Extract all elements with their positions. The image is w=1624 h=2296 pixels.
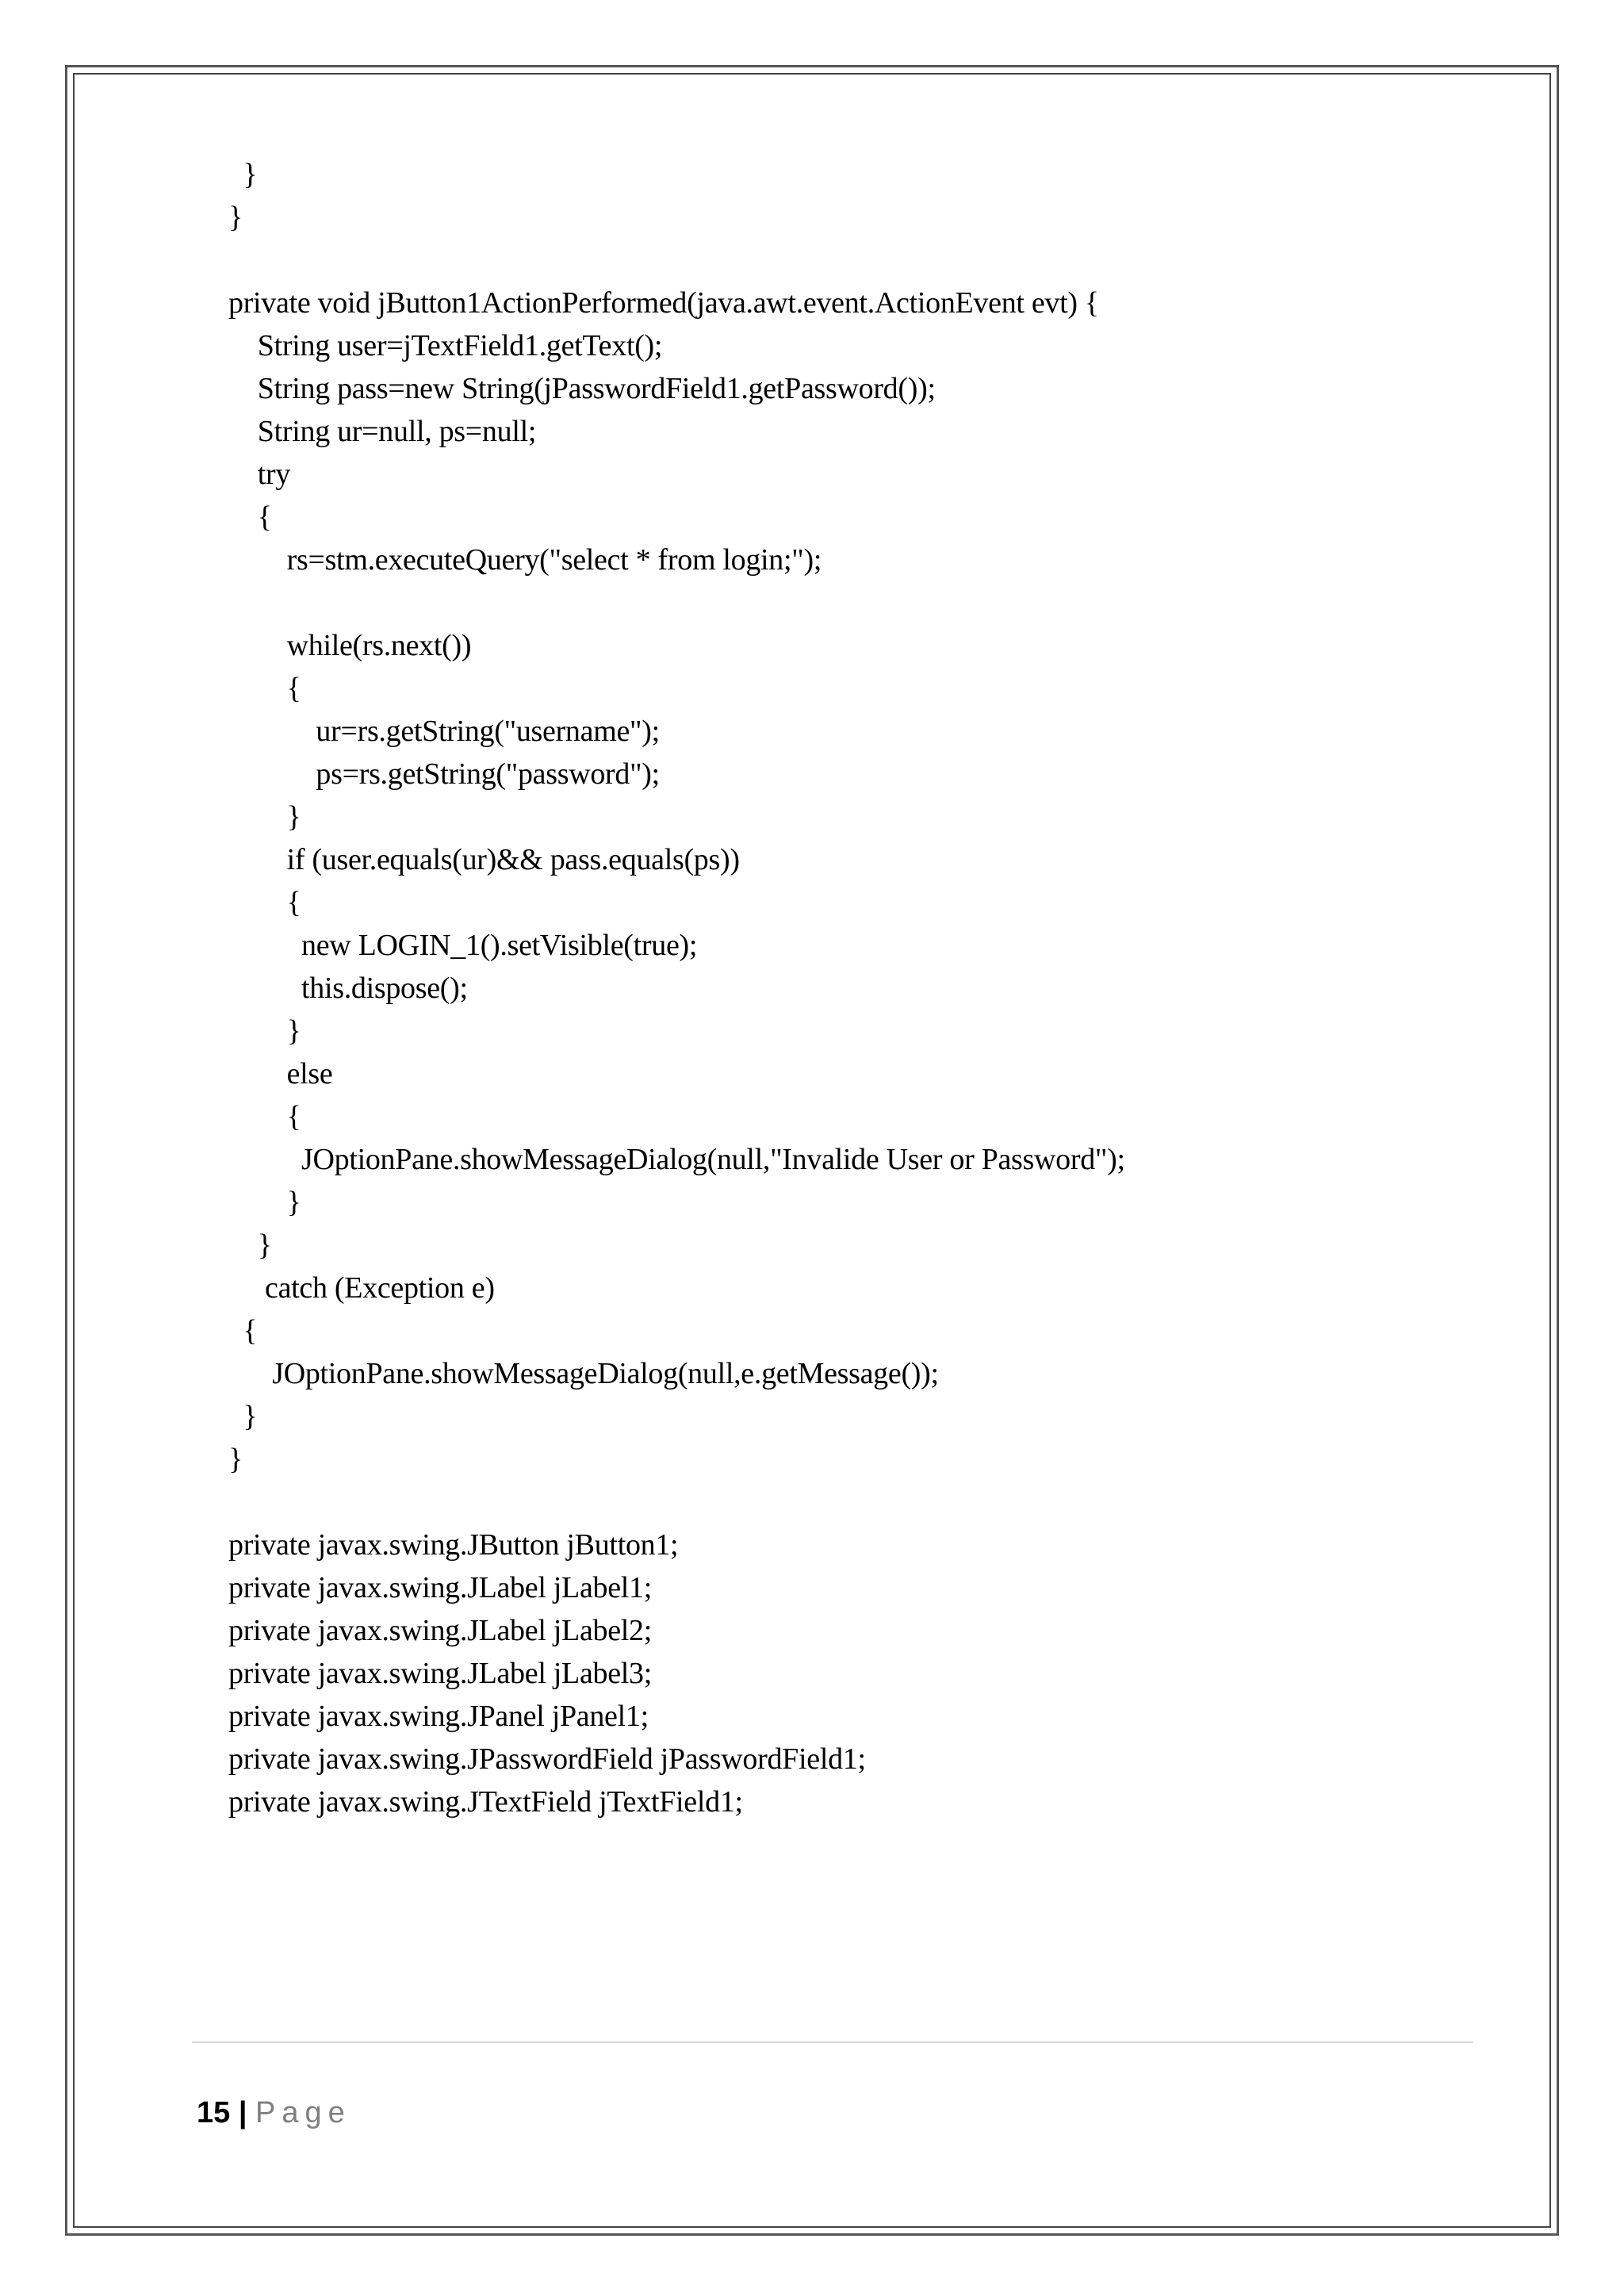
code-line: { — [228, 1100, 301, 1133]
code-line: private javax.swing.JLabel jLabel3; — [228, 1657, 652, 1690]
code-line: } — [228, 1014, 301, 1048]
code-line: new LOGIN_1().setVisible(true); — [228, 929, 698, 962]
code-line: private void jButton1ActionPerformed(java.awt.event.ActionEvent evt) { — [228, 286, 1099, 320]
code-line: ps=rs.getString("password"); — [228, 757, 660, 791]
code-line: } — [228, 800, 301, 834]
code-line: private javax.swing.JLabel jLabel2; — [228, 1614, 652, 1647]
page-number: 15 — [197, 2096, 231, 2129]
code-line: } — [228, 1228, 272, 1262]
code-line: else — [228, 1057, 333, 1091]
code-line: { — [228, 500, 272, 534]
code-line: { — [228, 672, 301, 705]
code-line: JOptionPane.showMessageDialog(null,e.getMessage()); — [228, 1357, 939, 1390]
code-line: } — [228, 201, 243, 234]
footer-divider — [192, 2041, 1473, 2043]
code-line: private javax.swing.JTextField jTextField1; — [228, 1785, 743, 1819]
code-line: while(rs.next()) — [228, 629, 472, 662]
code-line: private javax.swing.JButton jButton1; — [228, 1528, 679, 1562]
page-separator: | — [230, 2096, 256, 2129]
code-line: private javax.swing.JLabel jLabel1; — [228, 1571, 652, 1604]
page-footer — [197, 2095, 351, 2130]
code-line: } — [228, 1400, 258, 1433]
page-label: Page — [255, 2096, 351, 2129]
code-line: String user=jTextField1.getText(); — [228, 329, 663, 362]
code-line: ur=rs.getString("username"); — [228, 715, 660, 748]
code-line: } — [228, 1186, 301, 1219]
code-line: { — [228, 886, 301, 919]
code-line: catch (Exception e) — [228, 1271, 495, 1305]
code-line: } — [228, 1443, 243, 1476]
code-line: JOptionPane.showMessageDialog(null,"Invalide User or Password"); — [228, 1143, 1125, 1176]
code-line: if (user.equals(ur)&& pass.equals(ps)) — [228, 843, 740, 876]
code-line: private javax.swing.JPasswordField jPasswordField1; — [228, 1742, 866, 1776]
code-line: this.dispose(); — [228, 972, 468, 1005]
code-line: String pass=new String(jPasswordField1.getPassword()); — [228, 372, 936, 405]
code-line: String ur=null, ps=null; — [228, 415, 537, 448]
code-line: private javax.swing.JPanel jPanel1; — [228, 1700, 649, 1733]
code-line: try — [228, 458, 291, 491]
code-line: } — [228, 158, 258, 191]
code-line: rs=stm.executeQuery("select * from login;"); — [228, 543, 822, 577]
code-line: { — [228, 1314, 258, 1347]
